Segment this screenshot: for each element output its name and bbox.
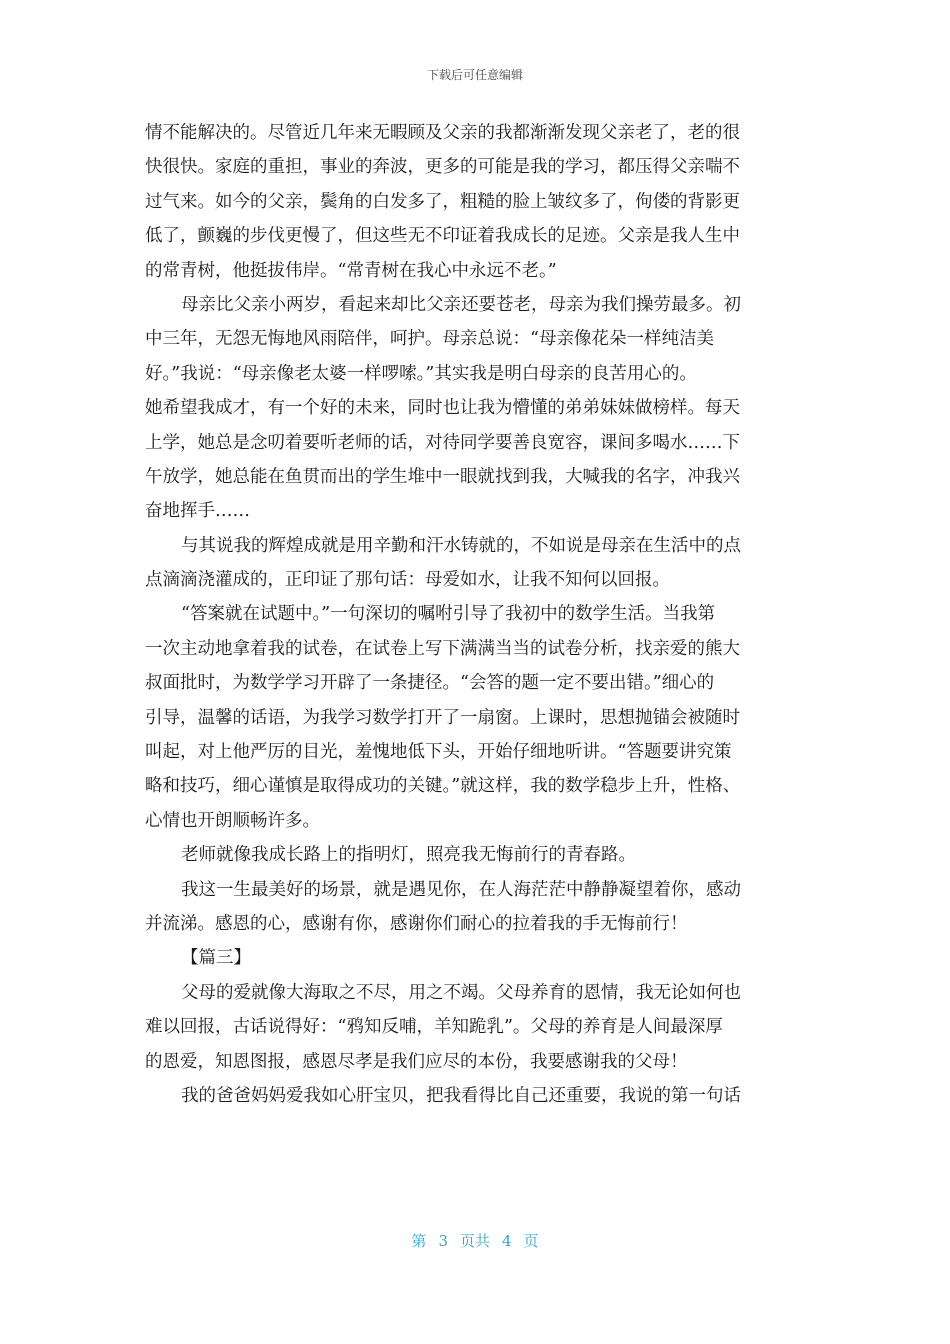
text-line: 的常青树，他挺拔伟岸。“常青树在我心中永远不老。” — [145, 260, 557, 281]
text-line: “答案就在试题中。”一句深切的嘱咐引导了我初中的数学生活。当我第 — [181, 604, 716, 625]
text-line: 低了，颤巍的步伐更慢了，但这些无不印证着我成长的足迹。父亲是我人生中 — [145, 226, 740, 247]
text-line: 我的爸爸妈妈爱我如心肝宝贝，把我看得比自己还重要，我说的第一句话 — [181, 1085, 741, 1106]
text-line: 中三年，无怨无悔地风雨陪伴，呵护。母亲总说：“母亲像花朵一样纯洁美 — [145, 329, 714, 350]
text-line: 奋地挥手…… — [145, 501, 250, 522]
text-line: 父母的爱就像大海取之不尽，用之不竭。父母养育的恩情，我无论如何也 — [181, 982, 741, 1003]
text-line: 难以回报，古话说得好：“鸦知反哺，羊知跪乳”。父母的养育是人间最深厚 — [145, 1017, 723, 1038]
text-line: 的恩爱，知恩图报，感恩尽孝是我们应尽的本份，我要感谢我的父母！ — [145, 1051, 688, 1072]
footer-word-yegong: 页共 — [459, 1232, 490, 1250]
text-line: 快很快。家庭的重担，事业的奔波，更多的可能是我的学习，都压得父亲喘不 — [145, 157, 740, 178]
text-line: 她希望我成才，有一个好的未来，同时也让我为懵懂的弟弟妹妹做榜样。每天 — [145, 398, 740, 419]
text-line: 叔面批时，为数学学习开辟了一条捷径。“会答的题一定不要出错。”细心的 — [145, 673, 715, 694]
text-line: 我这一生最美好的场景，就是遇见你，在人海茫茫中静静凝望着你，感动 — [181, 879, 741, 900]
text-line: 叫起，对上他严厉的目光，羞愧地低下头，开始仔细地听讲。“答题要讲究策 — [145, 742, 732, 763]
footer-page-number: 3 — [438, 1232, 448, 1250]
footer-total-pages: 4 — [502, 1232, 512, 1250]
text-line: 好。”我说：“母亲像老太婆一样啰嗦。”其实我是明白母亲的良苦用心的。 — [145, 363, 697, 384]
text-line: 老师就像我成长路上的指明灯，照亮我无悔前行的青春路。 — [181, 845, 636, 866]
text-line: 与其说我的辉煌成就是用辛勤和汗水铸就的，不如说是母亲在生活中的点 — [181, 535, 741, 556]
page-header: 下载后可任意编辑 — [426, 68, 523, 82]
text-line: 一次主动地拿着我的试卷，在试卷上写下满满当当的试卷分析，找亲爱的熊大 — [145, 638, 740, 659]
footer-word-ye: 页 — [523, 1232, 539, 1250]
text-line: 心情也开朗顺畅许多。 — [145, 810, 320, 831]
text-line: 点滴滴浇灌成的，正印证了那句话：母爱如水，让我不知何以回报。 — [145, 570, 670, 591]
text-line: 并流涕。感恩的心，感谢有你，感谢你们耐心的拉着我的手无悔前行！ — [145, 913, 688, 934]
text-line: 母亲比父亲小两岁，看起来却比父亲还要苍老，母亲为我们操劳最多。初 — [181, 294, 741, 315]
footer-word-di: 第 — [411, 1232, 427, 1250]
text-line: 午放学，她总能在鱼贯而出的学生堆中一眼就找到我，大喊我的名字，冲我兴 — [145, 466, 740, 487]
text-line: 引导，温馨的话语，为我学习数学打开了一扇窗。上课时，思想抛锚会被随时 — [145, 707, 740, 728]
text-line: 上学，她总是念叨着要听老师的话，对待同学要善良宽容，课间多喝水……下 — [145, 432, 740, 453]
text-line: 过气来。如今的父亲，鬓角的白发多了，粗糙的脸上皱纹多了，佝偻的背影更 — [145, 191, 740, 212]
text-line: 【篇三】 — [181, 948, 251, 969]
text-line: 情不能解决的。尽管近几年来无暇顾及父亲的我都渐渐发现父亲老了，老的很 — [145, 123, 740, 143]
document-body — [145, 116, 805, 1113]
page-footer — [0, 1230, 950, 1251]
text-line: 略和技巧，细心谨慎是取得成功的关键。”就这样，我的数学稳步上升，性格、 — [145, 776, 741, 797]
